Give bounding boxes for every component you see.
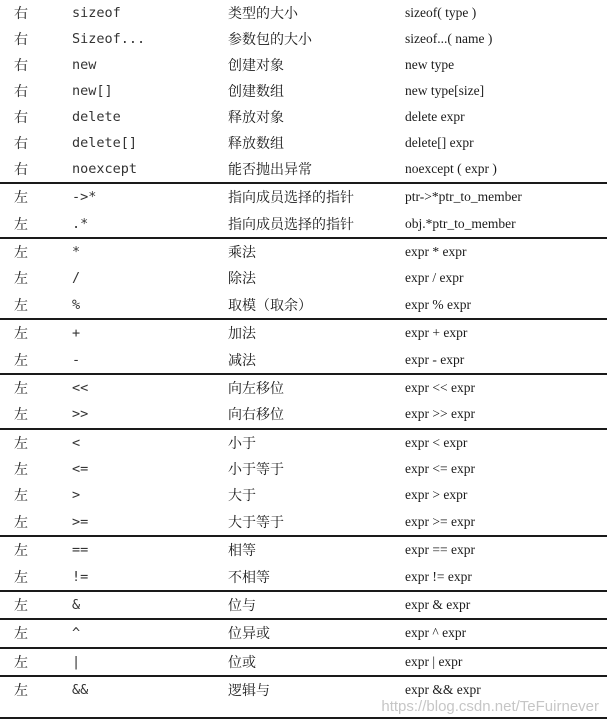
associativity-cell: 左 xyxy=(14,190,28,207)
function-cell: 大于等于 xyxy=(228,514,284,531)
function-cell: 逻辑与 xyxy=(228,683,270,700)
function-cell: 向右移位 xyxy=(228,407,284,424)
function-cell: 创建数组 xyxy=(228,84,284,100)
function-cell: 参数包的大小 xyxy=(228,32,312,48)
associativity-cell: 右 xyxy=(14,110,28,126)
usage-cell: noexcept ( expr ) xyxy=(405,161,497,176)
associativity-cell: 左 xyxy=(14,407,28,424)
associativity-cell: 左 xyxy=(14,462,28,479)
operator-cell: delete xyxy=(72,109,121,125)
table-row xyxy=(0,456,607,482)
operator-cell: < xyxy=(72,434,81,451)
function-cell: 相等 xyxy=(228,543,256,560)
table-row xyxy=(0,375,607,401)
table-row xyxy=(0,401,607,427)
associativity-cell: 右 xyxy=(14,6,28,22)
table-row xyxy=(0,537,607,563)
operator-cell: / xyxy=(72,270,81,287)
usage-cell: expr - expr xyxy=(405,351,465,367)
function-cell: 乘法 xyxy=(228,244,256,261)
associativity-cell: 右 xyxy=(14,58,28,74)
usage-cell: expr / expr xyxy=(405,270,464,286)
associativity-cell: 左 xyxy=(14,380,28,397)
usage-cell: expr + expr xyxy=(405,325,468,341)
operator-cell: Sizeof... xyxy=(72,31,146,47)
table-row xyxy=(0,649,607,675)
operator-cell: != xyxy=(72,568,89,585)
operator-group xyxy=(0,428,607,536)
usage-cell: expr >= expr xyxy=(405,513,475,529)
usage-cell: expr % expr xyxy=(405,296,471,312)
associativity-cell: 左 xyxy=(14,326,28,343)
usage-cell: expr <= expr xyxy=(405,461,475,477)
function-cell: 类型的大小 xyxy=(228,6,298,22)
usage-cell: delete expr xyxy=(405,109,465,124)
usage-cell: expr & expr xyxy=(405,597,471,613)
associativity-cell: 左 xyxy=(14,514,28,531)
operator-group xyxy=(0,618,607,646)
operator-group xyxy=(0,647,607,675)
usage-cell: expr >> expr xyxy=(405,406,475,422)
operator-cell: + xyxy=(72,325,81,342)
associativity-cell: 左 xyxy=(14,297,28,314)
function-cell: 释放对象 xyxy=(228,110,284,126)
operator-cell: noexcept xyxy=(72,161,138,177)
associativity-cell: 左 xyxy=(14,683,28,700)
function-cell: 能否抛出异常 xyxy=(228,162,312,178)
function-cell: 取模（取余） xyxy=(228,297,312,314)
operator-cell: new[] xyxy=(72,83,113,99)
usage-cell: ptr->*ptr_to_member xyxy=(405,189,522,205)
function-cell: 位与 xyxy=(228,598,256,615)
table-row xyxy=(0,620,607,646)
operator-cell: == xyxy=(72,542,89,559)
operator-group xyxy=(0,0,607,182)
usage-cell: expr ^ expr xyxy=(405,625,467,641)
bottom-rule xyxy=(0,717,607,719)
table-row xyxy=(0,156,607,182)
operator-cell: > xyxy=(72,487,81,504)
associativity-cell: 左 xyxy=(14,244,28,261)
operator-cell: delete[] xyxy=(72,135,138,151)
operator-cell: .* xyxy=(72,215,89,232)
function-cell: 位或 xyxy=(228,654,256,671)
associativity-cell: 左 xyxy=(14,488,28,505)
operator-cell: - xyxy=(72,351,81,368)
function-cell: 不相等 xyxy=(228,569,270,586)
table-row xyxy=(0,239,607,265)
associativity-cell: 左 xyxy=(14,598,28,615)
table-row xyxy=(0,78,607,104)
associativity-cell: 左 xyxy=(14,569,28,586)
table-row xyxy=(0,346,607,372)
table-row xyxy=(0,130,607,156)
usage-cell: expr << expr xyxy=(405,379,475,395)
function-cell: 向左移位 xyxy=(228,380,284,397)
table-row xyxy=(0,592,607,618)
usage-cell: expr && expr xyxy=(405,682,481,698)
operator-group xyxy=(0,318,607,373)
associativity-cell: 左 xyxy=(14,435,28,452)
table-row xyxy=(0,184,607,210)
function-cell: 小于等于 xyxy=(228,462,284,479)
function-cell: 指向成员选择的指针 xyxy=(228,216,354,233)
associativity-cell: 左 xyxy=(14,654,28,671)
table-row xyxy=(0,265,607,291)
usage-cell: expr > expr xyxy=(405,487,468,503)
table-row xyxy=(0,563,607,589)
function-cell: 指向成员选择的指针 xyxy=(228,190,354,207)
table-row xyxy=(0,210,607,236)
associativity-cell: 左 xyxy=(14,216,28,233)
watermark: https://blog.csdn.net/TeFuirnever xyxy=(381,698,599,715)
table-row xyxy=(0,0,607,26)
table-row xyxy=(0,482,607,508)
operator-cell: * xyxy=(72,243,81,260)
function-cell: 减法 xyxy=(228,352,256,369)
usage-cell: expr * expr xyxy=(405,243,467,259)
usage-cell: new type xyxy=(405,57,455,72)
function-cell: 创建对象 xyxy=(228,58,284,74)
associativity-cell: 右 xyxy=(14,162,28,178)
operator-cell: ->* xyxy=(72,189,97,206)
usage-cell: expr != expr xyxy=(405,568,472,584)
table-row xyxy=(0,320,607,346)
usage-cell: new type[size] xyxy=(405,83,485,98)
operator-cell: >= xyxy=(72,513,89,530)
usage-cell: expr == expr xyxy=(405,542,475,558)
usage-cell: expr < expr xyxy=(405,434,468,450)
usage-cell: sizeof( type ) xyxy=(405,5,477,20)
associativity-cell: 右 xyxy=(14,136,28,152)
operator-group xyxy=(0,373,607,428)
operator-cell: && xyxy=(72,682,89,699)
associativity-cell: 右 xyxy=(14,84,28,100)
operator-cell: ^ xyxy=(72,625,81,642)
associativity-cell: 右 xyxy=(14,32,28,48)
usage-cell: delete[] expr xyxy=(405,135,474,150)
function-cell: 小于 xyxy=(228,435,256,452)
operator-group xyxy=(0,535,607,590)
operator-cell: << xyxy=(72,379,89,396)
table-row xyxy=(0,52,607,78)
table-row xyxy=(0,292,607,318)
operator-cell: >> xyxy=(72,406,89,423)
operator-group xyxy=(0,182,607,237)
operator-cell: new xyxy=(72,57,97,73)
table-row xyxy=(0,26,607,52)
function-cell: 大于 xyxy=(228,488,256,505)
operator-cell: | xyxy=(72,653,81,670)
operator-group xyxy=(0,590,607,618)
operator-group xyxy=(0,237,607,318)
function-cell: 除法 xyxy=(228,271,256,288)
associativity-cell: 左 xyxy=(14,626,28,643)
table-row xyxy=(0,509,607,535)
function-cell: 加法 xyxy=(228,326,256,343)
function-cell: 位异或 xyxy=(228,626,270,643)
usage-cell: expr | expr xyxy=(405,653,463,669)
associativity-cell: 左 xyxy=(14,543,28,560)
table-row xyxy=(0,104,607,130)
operator-cell: sizeof xyxy=(72,5,121,21)
associativity-cell: 左 xyxy=(14,271,28,288)
usage-cell: sizeof...( name ) xyxy=(405,31,493,46)
table-row xyxy=(0,430,607,456)
operator-cell: <= xyxy=(72,461,89,478)
operator-cell: % xyxy=(72,296,81,313)
operator-cell: & xyxy=(72,597,81,614)
associativity-cell: 左 xyxy=(14,352,28,369)
usage-cell: obj.*ptr_to_member xyxy=(405,215,516,231)
function-cell: 释放数组 xyxy=(228,136,284,152)
